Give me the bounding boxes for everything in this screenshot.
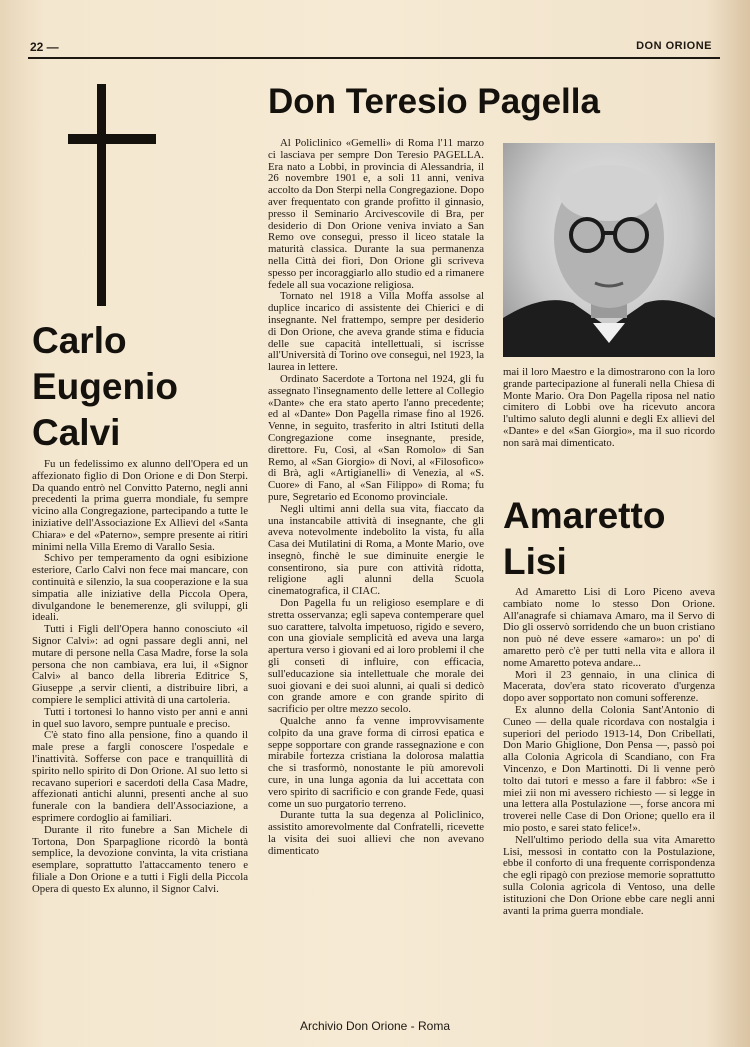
lisi-title-line: Amaretto [503, 495, 666, 536]
pagella-body-continued [503, 367, 715, 450]
calvi-title-line: Calvi [32, 412, 121, 453]
paragraph: Tornato nel 1918 a Villa Moffa assolse al duplice incarico di assistente dei Chierici e di insegnante. Nel frattempo, sempre per desiderio di Don Orione, che aveva grande stima e fiducia delle sue capacità intellettuali, si iscrisse all'Università di Torino ove conseguì, nel 1923, la laurea in lettere. [268, 290, 484, 374]
paragraph: Don Pagella fu un religioso esemplare e di stretta osservanza; egli sapeva contemperare quel suo carattere, talvolta impetuoso, rigido e severo, con una gioviale semplicità ed aveva una larga apertura verso i giovani ed ai loro problemi il che gli consetì di influire, con efficacia, sull'educazione sia intellettuale che morale dei suoi giovani e dei suoi alunni, ai quali si dedicò con grande amore e con grande spirito di sacrificio per oltre mezzo secolo. [268, 597, 484, 716]
paragraph: Tutti i Figli dell'Opera hanno conosciuto «il Signor Calvi»: ad ogni passare degli anni, nel mutare di persone nella Casa Madre, forse la sola persona che non cambiava, era lui, il «Signor Calvi» al banco della libreria Editrice S, Giuseppe ,a servir clienti, a distribuire libri, a compiere le semplici attività di una cartoleria. [32, 623, 248, 706]
pagella-body [268, 138, 484, 858]
portrait-figure [503, 143, 715, 357]
calvi-title-line: Eugenio [32, 366, 178, 407]
paragraph: Tutti i tortonesi lo hanno visto per anni e anni in quel suo lavoro, sempre puntuale e preciso. [32, 705, 248, 730]
portrait-photo [503, 143, 715, 357]
paragraph: Ordinato Sacerdote a Tortona nel 1924, gli fu assegnato l'insegnamento delle lettere al Collegio «Dante» che era stato aperto l'anno precedente; ed al «Dante» Don Pagella rimase fino al 1926. Venne, in seguito, trasferito in altri Istituti della Congregazione come insegnante, preside, direttore. Fu, Così, al «San Romolo» di San Remo, al «San Giorgio» di Novi, al «Filosofico» di Brà, agli «Artigianelli» di Venezia, al «S. Cuore» di Fano, al «San Filippo» di Roma; fu pure, Segretario ed Economo provinciale. [268, 372, 484, 503]
archive-footer: Archivio Don Orione - Roma [299, 1019, 451, 1033]
cross-icon [97, 84, 106, 306]
header-rule [28, 57, 720, 59]
paragraph: Al Policlinico «Gemelli» di Roma l'11 marzo ci lasciava per sempre Don Teresio PAGELLA. Era nato a Lobbi, in provincia di Alessandria, il 26 novembre 1901 e, a soli 11 anni, veniva accolto da Don Sterpi nella Congregazione. Dopo aver frequentato con grande profitto il ginnasio, presso il Seminario Arcivescovile di Bra, per desiderio di Don Orione veniva inviato a San Remo ove conseguì, presso il liceo statale la maturità classica. Durante la sua permanenza nella Città dei fiori, Don Orione gli scriveva spesso per incoraggiarlo allo studio ed a rimanere fedele all sua vocazione religiosa. [268, 137, 484, 291]
paragraph: C'è stato fino alla pensione, fino a quando il male prese a fargli conoscere l'ospedale e l'inattività. Sofferse con pace e tranquillità di spirito nello spirito di Don Orione. Al suo letto si recavano superiori e sacerdoti della Casa Madre, affezionati antichi alunni, presenti anche al suo funerale con la bandiera dell'Associazione, a esprimere cordoglio ai familiari. [32, 729, 248, 824]
paragraph: Negli ultimi anni della sua vita, fiaccato da una instancabile attività di insegnante, che gli aveva notevolmente indebolito la vista, fu alla Casa dei Mutilatini di Roma, a Monte Mario, ove insegnò, finchè le sue diminuite energie le consentirono, sia pure con attività ridotta, religione agli alunni della Scuola cinematografica, il CIAC. [268, 502, 484, 598]
calvi-title [32, 318, 178, 456]
page-number: 22 — [30, 40, 59, 54]
calvi-title-line: Carlo [32, 320, 127, 361]
paragraph: Morì il 23 gennaio, in una clinica di Macerata, dov'era stato ricoverato d'urgenza dopo aver sopportato non comuni sofferenze. [503, 668, 715, 705]
lisi-title-line: Lisi [503, 541, 567, 582]
lisi-body [503, 587, 715, 917]
lisi-title [503, 493, 665, 585]
pagella-title: Don Teresio Pagella [268, 82, 600, 121]
calvi-body [32, 459, 248, 895]
paragraph: Qualche anno fa venne improvvisamente colpito da una grave forma di cirrosi epatica e seppe sopportare con grande rassegnazione e con mirabile fortezza cristiana la dolorosa malattia che si trasformò, nonostante le più amorevoli cure, in una lunga agonia da lui accettata con vero spirito di sacrificio e con grande Fede, quasi come un suo purgatorio terreno. [268, 715, 484, 810]
paragraph: mai il loro Maestro e la dimostrarono con la loro grande partecipazione al funerali nella Chiesa di Monte Mario. Ora Don Pagella riposa nel natio cimitero di Lobbi ove ha ricevuto ancora l'ultimo saluto degli alunni e degli Ex allievi del «Dante» e del «San Giorgio», ma il suo ricordo non sarà mai dimenticato. [503, 366, 715, 449]
paragraph: Nell'ultimo periodo della sua vita Amaretto Lisi, messosi in contatto con la Postulazione, ebbe il conforto di una frequente corrispondenza che egli ripagò con preziose memorie soprattutto sulla Colonia agricola di Ventoso, una delle istituzioni che Don Orione ebbe care negli anni avanti la prima guerra mondiale. [503, 833, 715, 917]
paragraph: Fu un fedelissimo ex alunno dell'Opera ed un affezionato figlio di Don Orione e di Don Sterpi. Da quando entrò nel Convitto Paterno, negli anni precedenti la prima guerra mondiale, fu sempre vicino alla Congregazione, partecipando a tutte le iniziative dell'Associazione Ex Allievi del «Santa Chiara» e del «Paterno», sempre presente ai ritiri minimi nella Villa Eremo di Varallo Sesia. [32, 458, 248, 553]
paragraph: Durante tutta la sua degenza al Policlinico, assistito amorevolmente dal Confratelli, ricevette la visita dei suoi allievi che non avevano dimenticato [268, 809, 484, 857]
paragraph: Ex alunno della Colonia Sant'Antonio di Cuneo — della quale ricordava con nostalgia i superiori del periodo 1913-14, Don Cribellati, Don Mario Ghiglione, Don Pensa —, passò poi alla Colonia Agricola di Scandiano, con Fra Vincenzo, e Don Martinotti. Di lì venne però tolto dai tutori e messo a fare il fabbro: «Se i miei zii non mi avessero richiesto — si legge in una lettera alla Postulazione —, forse ancora mi troverei nelle Case di Don Orione; quello era il mio posto, e sarei stato felice!». [503, 703, 715, 834]
paragraph: Durante il rito funebre a San Michele di Tortona, Don Sparpaglione ricordò la bontà semplice, la devozione convinta, la vita cristiana esemplare, soprattutto l'attaccamento tenero e filiale a Don Orione e a tutti i Figli della Piccola Opera di questo Ex alunno, il Signor Calvi. [32, 823, 248, 895]
paragraph: Schivo per temperamento da ogni esibizione esteriore, Carlo Calvi non fece mai mancare, con continuità e silenzio, la sua cooperazione e la sua simpatia alle iniziative della Piccola Opera, divulgandone le benemerenze, gli sviluppi, gli ideali. [32, 552, 248, 624]
running-title: DON ORIONE [636, 40, 712, 52]
cross-icon-bar [68, 134, 156, 144]
paragraph: Ad Amaretto Lisi di Loro Piceno aveva cambiato nome lo stesso Don Orione. All'anagrafe si chiamava Amaro, ma il Servo di Dio gli osservò sorridendo che un buon cristiano non può né deve essere «amaro»: un po' di amaretto però c'è per tutti nella vita e allora il nome Amaretto poteva andare... [503, 586, 715, 669]
